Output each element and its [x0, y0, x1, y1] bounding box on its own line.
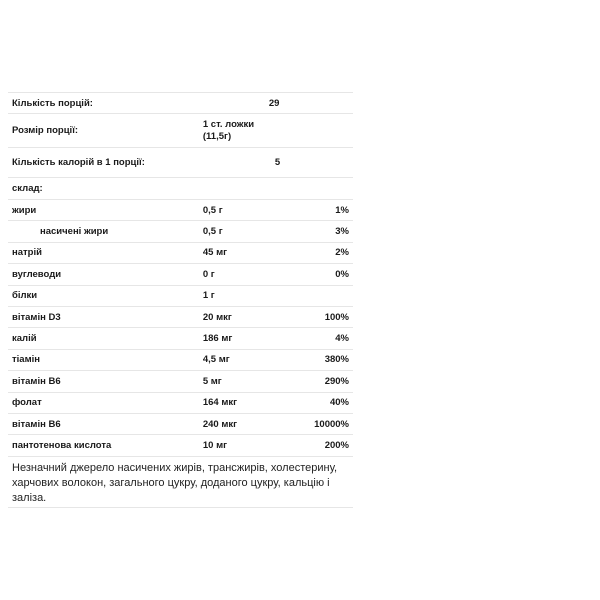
- nutrient-amount: 45 мг: [199, 242, 310, 263]
- nutrient-daily-value: 4%: [310, 328, 353, 349]
- nutrient-name: натрій: [8, 242, 199, 263]
- nutrient-amount: 1 г: [199, 285, 310, 306]
- servings-value: 29: [199, 93, 353, 114]
- nutrient-daily-value: 10000%: [310, 413, 353, 434]
- nutrition-facts-table: [8, 92, 353, 457]
- calories-label: Кількість калорій в 1 порції:: [8, 148, 199, 178]
- nutrient-name: фолат: [8, 392, 199, 413]
- nutrient-amount: 4,5 мг: [199, 349, 310, 370]
- nutrient-name: насичені жири: [8, 221, 199, 242]
- nutrient-row: [8, 242, 353, 263]
- servings-row: [8, 93, 353, 114]
- calories-value: 5: [199, 148, 353, 178]
- nutrient-amount: 186 мг: [199, 328, 310, 349]
- nutrient-daily-value: 1%: [310, 200, 353, 221]
- composition-label: склад:: [8, 178, 353, 200]
- nutrient-amount: 240 мкг: [199, 413, 310, 434]
- nutrient-amount: 20 мкг: [199, 306, 310, 327]
- nutrient-daily-value: 0%: [310, 264, 353, 285]
- calories-row: [8, 148, 353, 178]
- nutrient-name: вуглеводи: [8, 264, 199, 285]
- serving-size-value: [199, 114, 353, 148]
- nutrient-name: вітамін B6: [8, 371, 199, 392]
- nutrient-daily-value: [310, 285, 353, 306]
- servings-label: Кількість порцій:: [8, 93, 199, 114]
- nutrient-daily-value: 380%: [310, 349, 353, 370]
- nutrient-amount: 0,5 г: [199, 200, 310, 221]
- serving-size-label: Розмір порції:: [8, 114, 199, 148]
- nutrient-row: [8, 371, 353, 392]
- composition-row: [8, 178, 353, 200]
- nutrient-row: [8, 264, 353, 285]
- nutrient-row: [8, 221, 353, 242]
- nutrient-daily-value: 200%: [310, 435, 353, 456]
- nutrient-row: [8, 328, 353, 349]
- nutrient-daily-value: 2%: [310, 242, 353, 263]
- nutrient-amount: 5 мг: [199, 371, 310, 392]
- serving-size-row: [8, 114, 353, 148]
- nutrient-amount: 0,5 г: [199, 221, 310, 242]
- nutrient-row: [8, 306, 353, 327]
- nutrient-row: [8, 200, 353, 221]
- nutrient-daily-value: 290%: [310, 371, 353, 392]
- serving-size-line2: (11,5г): [202, 130, 232, 142]
- nutrient-name: пантотенова кислота: [8, 435, 199, 456]
- nutrient-daily-value: 100%: [310, 306, 353, 327]
- nutrient-row: [8, 285, 353, 306]
- nutrient-row: [8, 435, 353, 456]
- nutrient-name: вітамін D3: [8, 306, 199, 327]
- nutrient-row: [8, 392, 353, 413]
- nutrient-amount: 164 мкг: [199, 392, 310, 413]
- footnote-divider: [8, 507, 353, 508]
- nutrient-amount: 0 г: [199, 264, 310, 285]
- nutrient-name: білки: [8, 285, 199, 306]
- nutrient-rows: [8, 200, 353, 457]
- footnote: Незначний джерело насичених жирів, трансжирів, холестерину, харчових волокон, загального цукру, доданого цукру, кальцію і заліза.: [12, 462, 338, 504]
- nutrient-name: калій: [8, 328, 199, 349]
- nutrient-name: жири: [8, 200, 199, 221]
- nutrient-daily-value: 40%: [310, 392, 353, 413]
- nutrient-row: [8, 413, 353, 434]
- nutrient-row: [8, 349, 353, 370]
- nutrient-daily-value: 3%: [310, 221, 353, 242]
- nutrient-name: вітамін B6: [8, 413, 199, 434]
- nutrient-amount: 10 мг: [199, 435, 310, 456]
- serving-size-line1: 1 ст. ложки: [202, 118, 255, 130]
- nutrient-name: тіамін: [8, 349, 199, 370]
